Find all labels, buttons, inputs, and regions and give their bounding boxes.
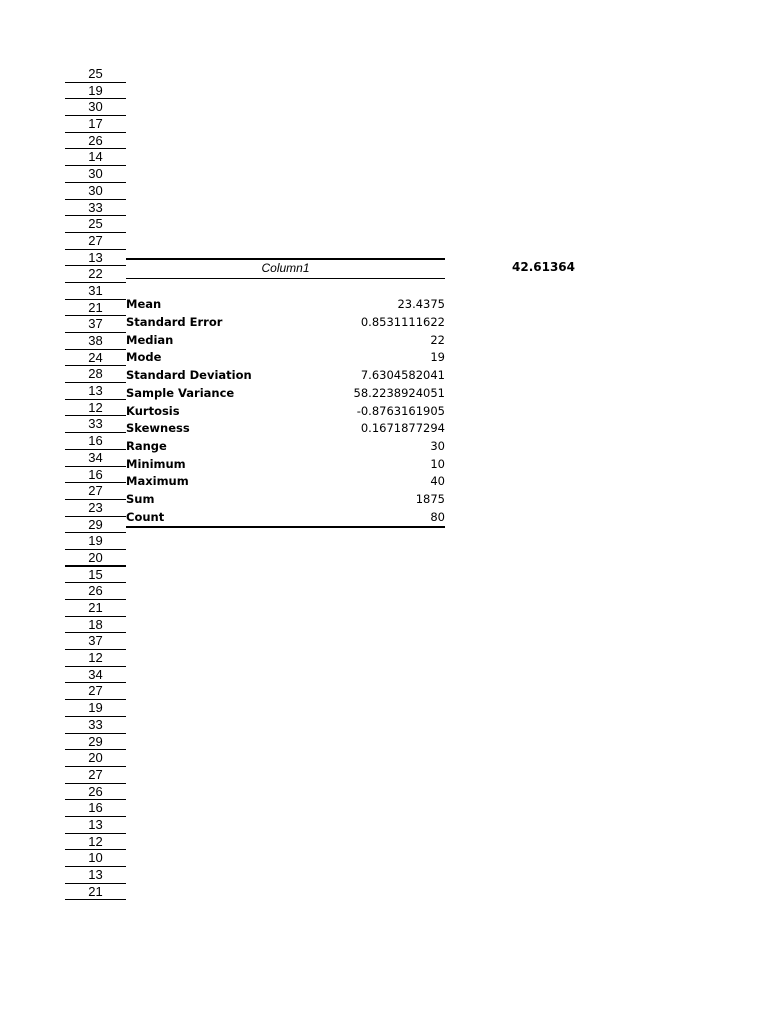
data-cell: 16 — [65, 800, 126, 817]
data-cell: 19 — [65, 83, 126, 100]
data-cell: 13 — [65, 250, 126, 267]
stats-row — [126, 420, 445, 438]
data-cell: 13 — [65, 817, 126, 834]
data-cell: 33 — [65, 200, 126, 217]
data-cell: 16 — [65, 433, 126, 450]
data-cell: 12 — [65, 650, 126, 667]
stats-label: Standard Deviation — [126, 368, 252, 383]
data-cell: 34 — [65, 667, 126, 684]
stats-row — [126, 473, 445, 491]
data-cell: 25 — [65, 216, 126, 233]
data-column — [65, 66, 126, 900]
stats-row — [126, 403, 445, 421]
stats-row — [126, 349, 445, 367]
stats-row — [126, 438, 445, 456]
stats-label: Sample Variance — [126, 385, 235, 400]
data-cell: 27 — [65, 683, 126, 700]
data-cell: 21 — [65, 300, 126, 317]
data-cell: 13 — [65, 383, 126, 400]
data-cell: 13 — [65, 867, 126, 884]
data-cell: 27 — [65, 233, 126, 250]
stats-label: Skewness — [126, 421, 190, 436]
stats-row — [126, 491, 445, 509]
stats-row — [126, 367, 445, 385]
data-cell: 34 — [65, 450, 126, 467]
data-cell: 26 — [65, 583, 126, 600]
stats-value: 80 — [430, 509, 445, 524]
data-cell: 24 — [65, 350, 126, 367]
data-cell: 21 — [65, 884, 126, 901]
data-cell: 12 — [65, 400, 126, 417]
data-cell: 26 — [65, 784, 126, 801]
stats-bottom-rule — [126, 526, 445, 528]
stats-value: 23.4375 — [397, 297, 445, 312]
stats-value: 58.2238924051 — [353, 385, 445, 400]
data-cell: 20 — [65, 550, 126, 567]
data-cell: 22 — [65, 266, 126, 283]
data-cell: 18 — [65, 617, 126, 634]
stats-value: 19 — [430, 350, 445, 365]
data-cell: 31 — [65, 283, 126, 300]
stats-value: -0.8763161905 — [356, 403, 445, 418]
data-cell: 10 — [65, 850, 126, 867]
stats-label: Mean — [126, 297, 162, 312]
stats-label: Mode — [126, 350, 162, 365]
data-cell: 23 — [65, 500, 126, 517]
data-cell: 14 — [65, 149, 126, 166]
data-cell: 19 — [65, 700, 126, 717]
stats-header: Column1 — [126, 258, 445, 279]
stats-value: 7.6304582041 — [360, 368, 445, 383]
stats-label: Sum — [126, 491, 155, 506]
stats-label: Count — [126, 509, 165, 524]
data-cell: 29 — [65, 517, 126, 534]
stats-label: Maximum — [126, 474, 189, 489]
data-cell: 30 — [65, 166, 126, 183]
stats-row — [126, 385, 445, 403]
stats-label: Minimum — [126, 456, 186, 471]
data-cell: 30 — [65, 183, 126, 200]
stats-value: 10 — [430, 456, 445, 471]
stats-label: Kurtosis — [126, 403, 180, 418]
data-cell: 20 — [65, 750, 126, 767]
data-cell: 21 — [65, 600, 126, 617]
data-cell: 30 — [65, 99, 126, 116]
stats-value: 0.8531111622 — [360, 315, 445, 330]
stats-row — [126, 314, 445, 332]
data-cell: 25 — [65, 66, 126, 83]
stats-row — [126, 296, 445, 314]
data-cell: 33 — [65, 416, 126, 433]
data-cell: 12 — [65, 834, 126, 851]
stats-value: 22 — [430, 332, 445, 347]
stats-row — [126, 332, 445, 350]
data-cell: 38 — [65, 333, 126, 350]
stats-row — [126, 509, 445, 527]
data-cell: 19 — [65, 533, 126, 550]
stats-label: Standard Error — [126, 315, 223, 330]
data-cell: 37 — [65, 316, 126, 333]
data-cell: 26 — [65, 133, 126, 150]
stats-value: 0.1671877294 — [360, 421, 445, 436]
stats-value: 1875 — [415, 491, 445, 506]
data-cell: 16 — [65, 467, 126, 484]
data-cell: 27 — [65, 767, 126, 784]
stats-label: Range — [126, 438, 167, 453]
data-cell: 28 — [65, 366, 126, 383]
data-cell: 15 — [65, 567, 126, 584]
stats-blank-row — [126, 279, 445, 297]
extra-value-cell: 42.61364 — [512, 260, 576, 274]
stats-rows — [126, 296, 445, 526]
data-cell: 27 — [65, 483, 126, 500]
stats-value: 40 — [430, 474, 445, 489]
stats-value: 30 — [430, 438, 445, 453]
stats-row — [126, 456, 445, 474]
data-cell: 29 — [65, 734, 126, 751]
data-cell: 33 — [65, 717, 126, 734]
descriptive-statistics-table — [126, 258, 445, 528]
data-cell: 17 — [65, 116, 126, 133]
data-cell: 37 — [65, 633, 126, 650]
stats-label: Median — [126, 332, 174, 347]
